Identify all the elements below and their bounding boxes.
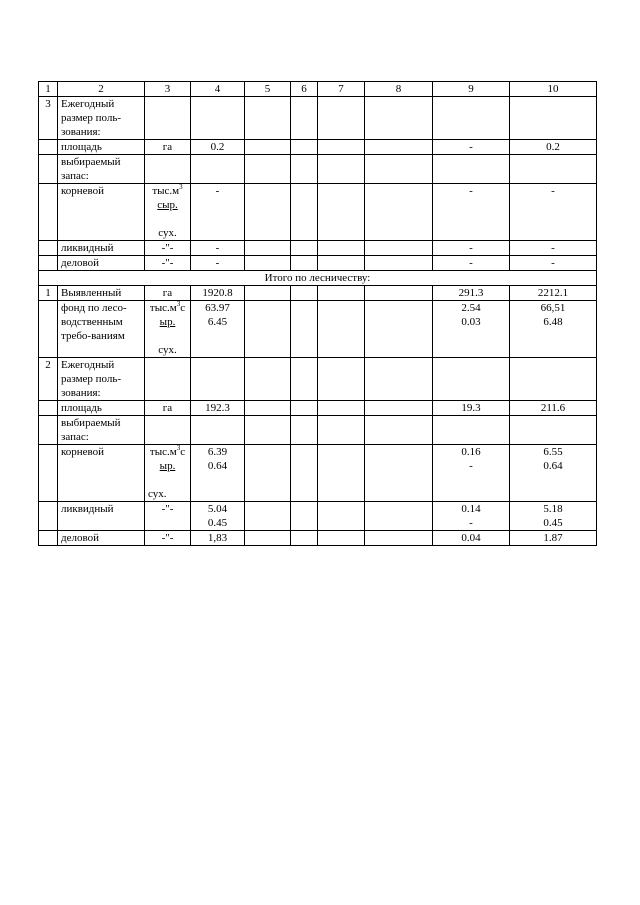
row-name: Ежегодный размер поль- зования: [58,358,145,401]
table-row [39,256,597,271]
value-cell: - [433,184,510,241]
value-cell: - [433,140,510,155]
row-name: деловой [58,256,145,271]
row-name: площадь [58,140,145,155]
value-cell: - [510,241,597,256]
header-cell: 1 [39,82,58,97]
row-number: 1 [39,286,58,301]
header-cell: 3 [145,82,191,97]
table-row [39,445,597,502]
unit-cell: -"- [145,531,191,546]
header-cell: 9 [433,82,510,97]
row-name: корневой [58,184,145,241]
unit-cell: $тыс.м^3с$ ыр. сух. [145,445,191,502]
value-cell: 66,51 6.48 [510,301,597,358]
row-name: Ежегодный размер поль- зования: [58,97,145,140]
table-row [39,416,597,445]
value-cell: 63.97 6.45 [191,301,245,358]
row-name: ликвидный [58,502,145,531]
value-cell: 1.87 [510,531,597,546]
table-row [39,155,597,184]
value-cell: 1920.8 [191,286,245,301]
row-name: Выявленный [58,286,145,301]
value-cell: 2.54 0.03 [433,301,510,358]
value-cell: - [510,184,597,241]
value-cell: - [191,256,245,271]
value-cell: 211.6 [510,401,597,416]
unit-cell: -"- [145,502,191,531]
table-row [39,502,597,531]
header-cell: 10 [510,82,597,97]
table-row [39,286,597,301]
table-row [39,301,597,358]
value-cell: 0.2 [191,140,245,155]
table-row [39,358,597,401]
row-number: 2 [39,358,58,401]
value-cell: 0.14 - [433,502,510,531]
unit-cell: га [145,286,191,301]
value-cell: 1,83 [191,531,245,546]
value-cell: 19.3 [433,401,510,416]
row-name: деловой [58,531,145,546]
row-name: ликвидный [58,241,145,256]
value-cell: 2212.1 [510,286,597,301]
unit-cell: -"- [145,241,191,256]
table-row [39,531,597,546]
row-name: выбираемый запас: [58,416,145,445]
total-row [39,271,597,286]
header-cell: 2 [58,82,145,97]
forest-fund-table [38,81,597,546]
unit-cell: $тыс.м^3$ сыр. сух. [145,184,191,241]
table-row [39,401,597,416]
unit-cell: $тыс.м^3с$ ыр. сух. [145,301,191,358]
header-cell: 6 [291,82,318,97]
value-cell: 0.04 [433,531,510,546]
value-cell: 5.04 0.45 [191,502,245,531]
value-cell: 291.3 [433,286,510,301]
header-row [39,82,597,97]
value-cell: 0.2 [510,140,597,155]
table-row [39,97,597,140]
row-name: выбираемый запас: [58,155,145,184]
header-cell: 7 [318,82,365,97]
value-cell: - [191,184,245,241]
table-row [39,241,597,256]
table-row [39,184,597,241]
row-name: корневой [58,445,145,502]
value-cell: 6.55 0.64 [510,445,597,502]
value-cell: 0.16 - [433,445,510,502]
value-cell: 5.18 0.45 [510,502,597,531]
value-cell: - [433,241,510,256]
unit-cell: га [145,140,191,155]
unit-cell: -"- [145,256,191,271]
header-cell: 4 [191,82,245,97]
value-cell: 6.39 0.64 [191,445,245,502]
row-name: фонд по лесо- водственным требо-ваниям [58,301,145,358]
header-cell: 8 [365,82,433,97]
value-cell: - [510,256,597,271]
table-row [39,140,597,155]
value-cell: - [191,241,245,256]
value-cell: - [433,256,510,271]
header-cell: 5 [245,82,291,97]
total-title: Итого по лесничеству: [39,271,597,286]
row-number: 3 [39,97,58,140]
row-name: площадь [58,401,145,416]
value-cell: 192.3 [191,401,245,416]
unit-cell: га [145,401,191,416]
